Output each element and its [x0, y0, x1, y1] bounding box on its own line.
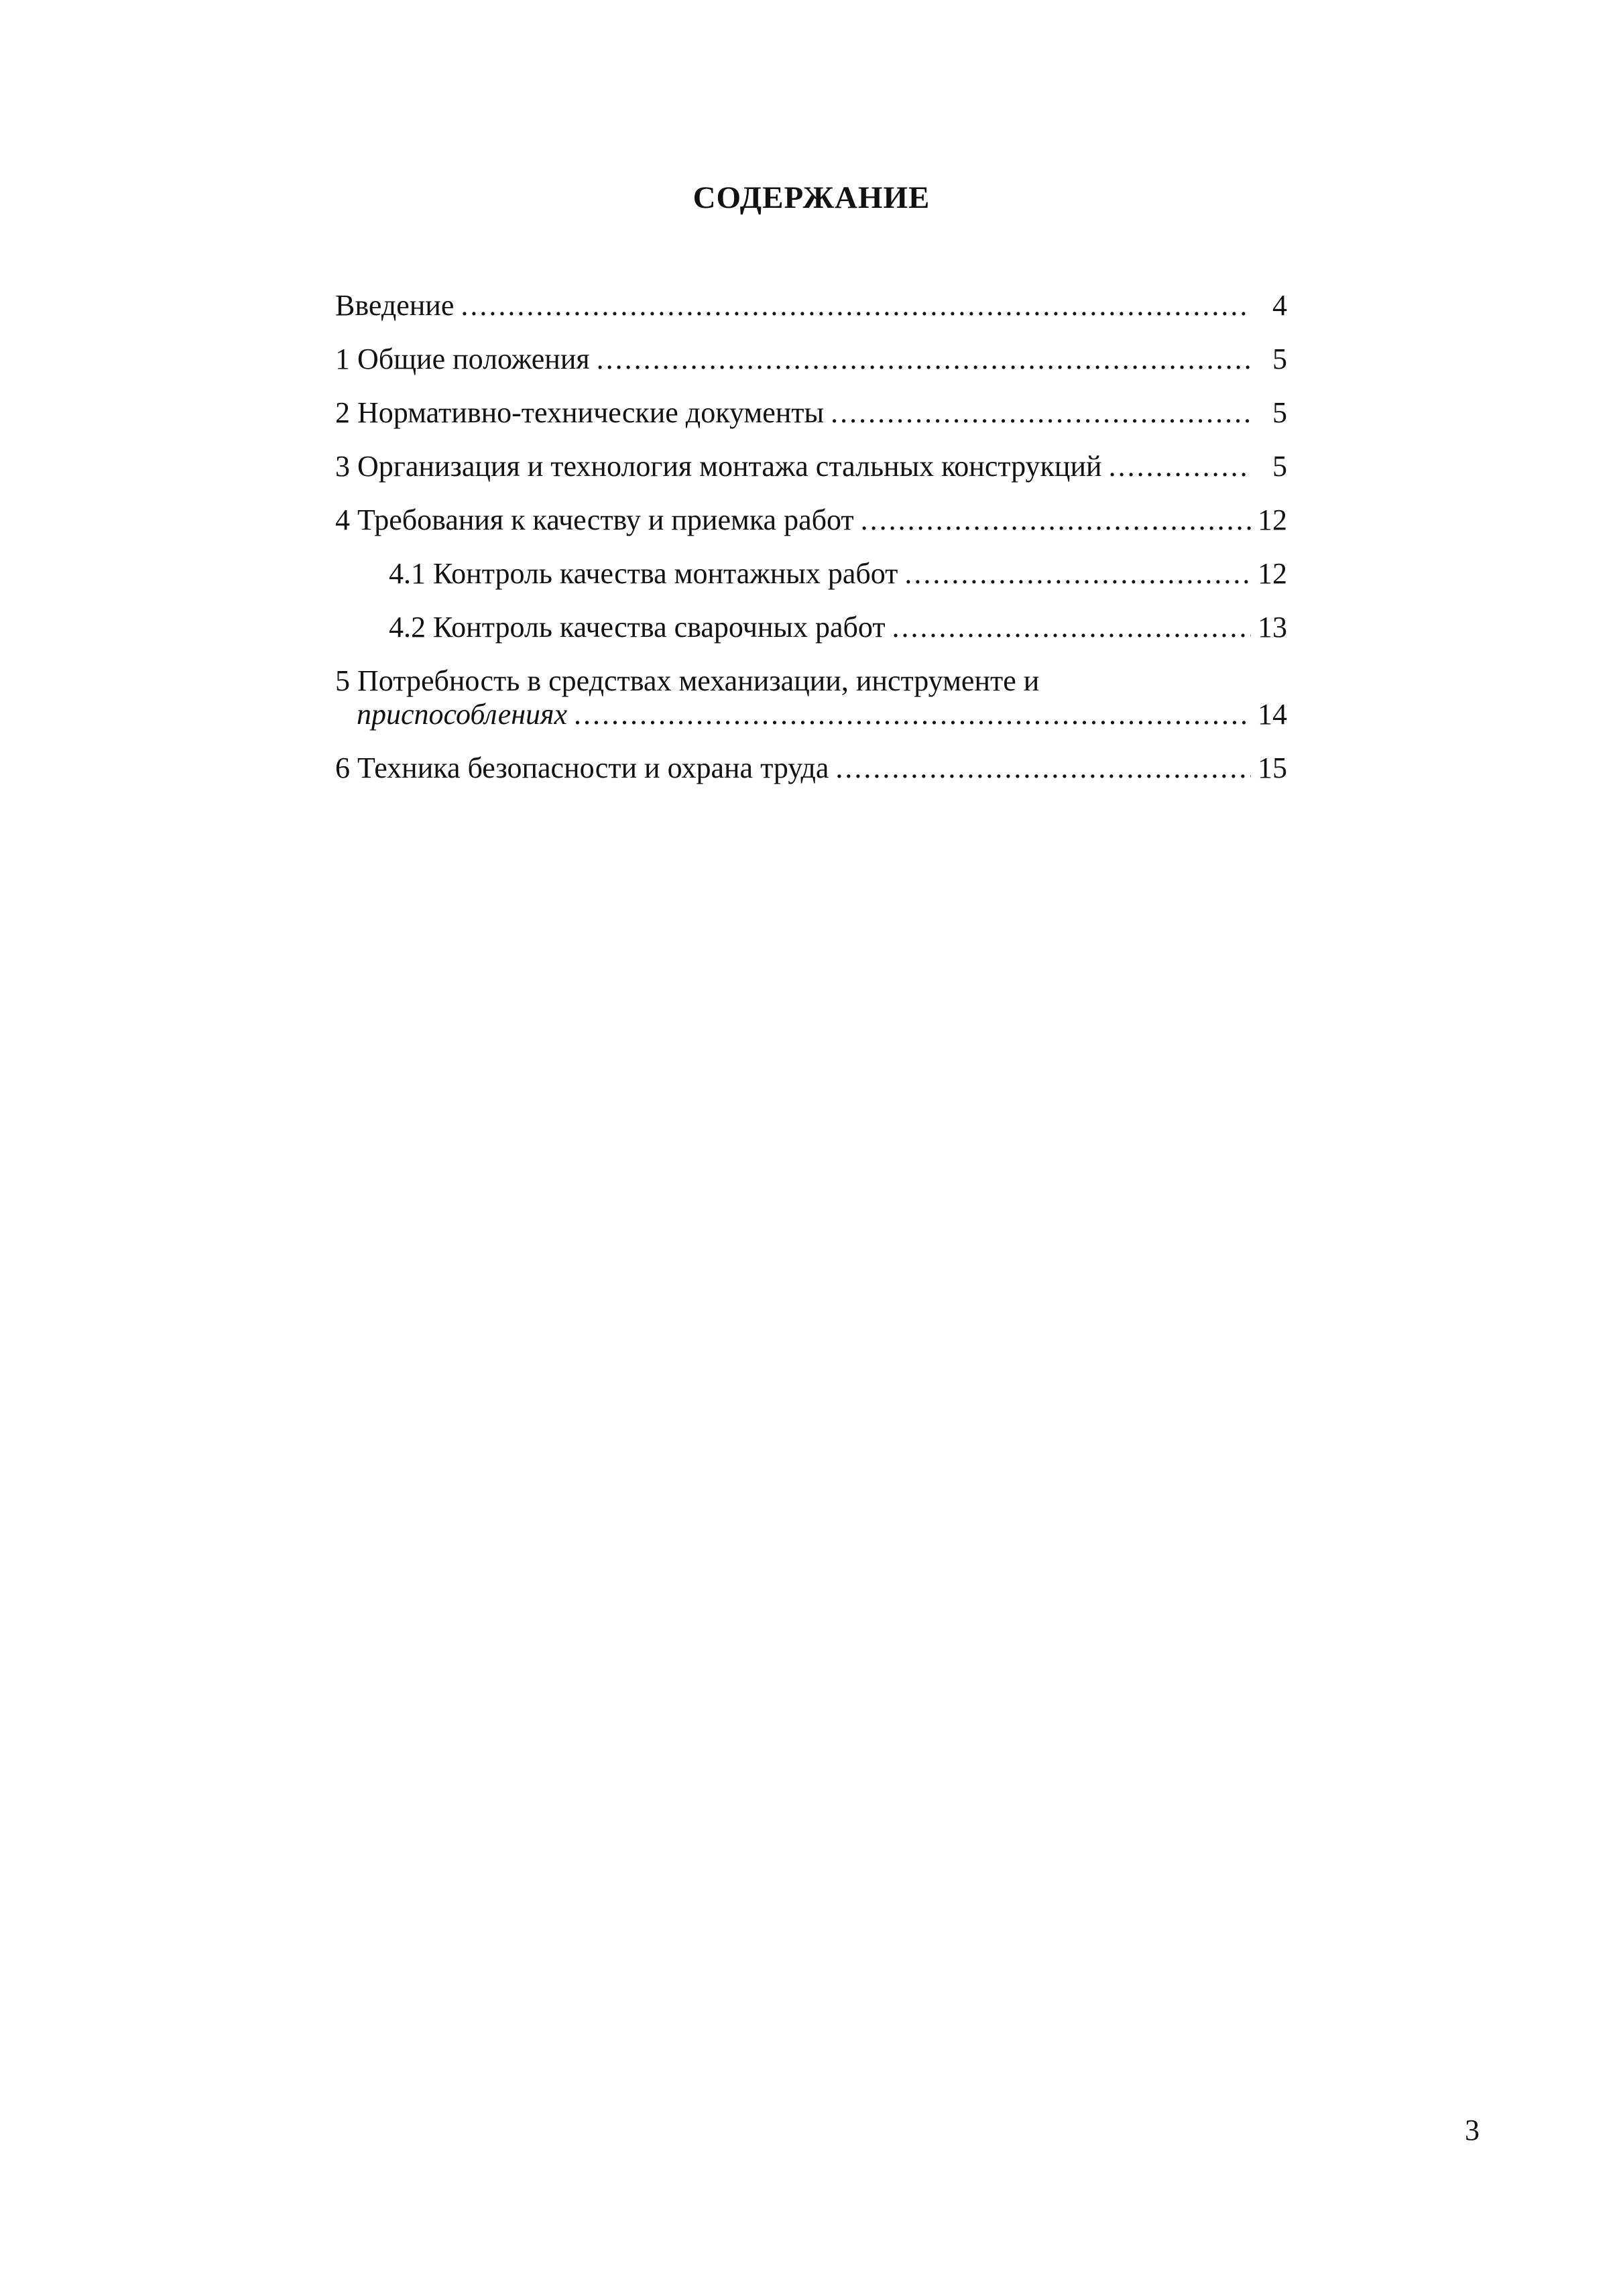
dot-leader	[461, 288, 1251, 323]
toc-entry-label: 4.1 Контроль качества монтажных работ	[389, 557, 898, 590]
toc-entry-safety[interactable]	[335, 751, 1287, 786]
dot-leader	[831, 396, 1251, 430]
toc-entry-quality-requirements[interactable]	[335, 503, 1287, 538]
toc-entry-page: 15	[1258, 751, 1287, 784]
dot-leader	[861, 503, 1251, 538]
toc-entry-page: 12	[1258, 503, 1287, 536]
dot-leader	[892, 610, 1251, 645]
toc-entry-organization-technology[interactable]	[335, 449, 1287, 484]
toc-entry-label: приспособлениях	[357, 698, 568, 731]
dot-leader	[1109, 449, 1251, 484]
toc-entry-mechanization[interactable]	[357, 697, 1287, 732]
toc-entry-normative-documents[interactable]	[335, 396, 1287, 430]
dot-leader	[574, 697, 1251, 732]
toc-entry-page: 14	[1258, 698, 1287, 731]
toc-entry-label: 2 Нормативно-технические документы	[335, 396, 825, 429]
toc-entry-label: 6 Техника безопасности и охрана труда	[335, 751, 829, 784]
dot-leader	[835, 751, 1251, 786]
toc-entry-page: 5	[1272, 396, 1287, 429]
toc-entry-label: Введение	[335, 289, 455, 322]
toc-entry-label: 4.2 Контроль качества сварочных работ	[389, 611, 886, 644]
dot-leader	[597, 342, 1251, 377]
toc-entry-label: 1 Общие положения	[335, 343, 590, 375]
toc-entry-page: 13	[1258, 611, 1287, 644]
toc-entry-page: 12	[1258, 557, 1287, 590]
toc-entry-page: 5	[1272, 343, 1287, 375]
page-title: СОДЕРЖАНИЕ	[693, 180, 930, 215]
page-number: 3	[1465, 2114, 1480, 2147]
toc-entry-label: 3 Организация и технология монтажа стальных конструкций	[335, 450, 1102, 483]
toc-entry-page: 4	[1272, 289, 1287, 322]
dot-leader	[904, 556, 1251, 591]
toc-entry-welding-quality-control[interactable]	[389, 610, 1287, 645]
toc-entry-installation-quality-control[interactable]	[389, 556, 1287, 591]
toc-entry-page: 5	[1272, 450, 1287, 483]
toc-entry-general-provisions[interactable]	[335, 342, 1287, 377]
toc-entry-mechanization-line1[interactable]: 5 Потребность в средствах механизации, инструменте и	[335, 664, 1040, 697]
toc-entry-introduction[interactable]	[335, 288, 1287, 323]
toc-entry-label: 4 Требования к качеству и приемка работ	[335, 503, 854, 536]
